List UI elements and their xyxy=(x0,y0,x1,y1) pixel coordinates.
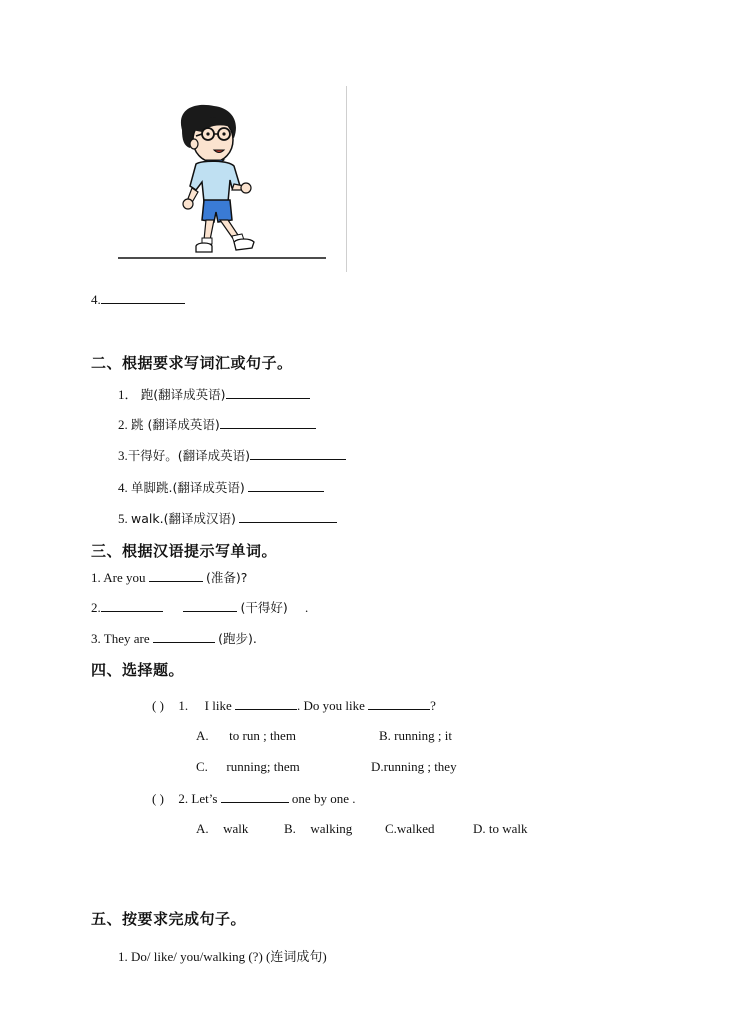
option-label: B. xyxy=(284,821,296,836)
option-label: A. xyxy=(196,728,209,743)
s4-q2-text-b: one by one . xyxy=(291,791,356,806)
s2-item-2-text: 跳 (翻译成英语) xyxy=(131,417,220,432)
s4-q1-text-a: I like xyxy=(204,698,232,713)
option-label: D. xyxy=(371,759,384,774)
s3-item-2-hint: (干得好) xyxy=(240,600,288,615)
s2-item-5-num: 5. xyxy=(118,511,128,526)
s3-item-3-num: 3. xyxy=(91,631,101,646)
s4-q2-option-d[interactable] xyxy=(473,821,528,837)
s4-q1-option-c[interactable] xyxy=(196,759,300,775)
s2-item-4-text: 单脚跳.(翻译成英语) xyxy=(131,480,245,495)
s2-item-3-text: 干得好。(翻译成英语) xyxy=(127,448,251,463)
s2-item-2 xyxy=(118,415,316,433)
s2-item-2-num: 2. xyxy=(118,417,128,432)
option-text: walked xyxy=(396,821,435,836)
s2-item-5-text: walk.(翻译成汉语) xyxy=(131,511,236,526)
section-4-title: 四、选择题。 xyxy=(91,661,185,679)
item-number: 4. xyxy=(91,292,101,307)
option-text: walk xyxy=(223,821,249,836)
s2-item-4-num: 4. xyxy=(118,480,128,495)
s4-q1-text-c: ? xyxy=(430,698,436,713)
s3-item-3-text: They are xyxy=(103,631,150,646)
answer-blank[interactable] xyxy=(101,291,185,304)
s4-q2-paren[interactable]: ( ) xyxy=(152,791,164,806)
s4-q1-option-b[interactable] xyxy=(379,728,452,744)
option-label: D. xyxy=(473,821,486,836)
s4-q1-blank-2[interactable] xyxy=(368,697,430,710)
s3-item-2-num: 2. xyxy=(91,600,101,615)
s3-item-1 xyxy=(91,568,247,586)
s2-item-2-blank[interactable] xyxy=(220,416,316,429)
s3-item-3-hint: (跑步). xyxy=(218,631,257,646)
answer-line-4 xyxy=(91,291,185,308)
s5-item-1-num: 1. xyxy=(118,949,128,964)
section-3-title: 三、根据汉语提示写单词。 xyxy=(91,542,278,560)
section-5-title: 五、按要求完成句子。 xyxy=(91,910,247,928)
walking-girl-image xyxy=(110,90,335,265)
option-label: C. xyxy=(196,759,208,774)
s3-item-2 xyxy=(91,598,308,616)
divider-line xyxy=(346,86,347,272)
s4-q2-blank[interactable] xyxy=(221,790,289,803)
s2-item-3-num: 3. xyxy=(118,448,128,463)
s4-q1-option-a[interactable] xyxy=(196,728,296,744)
s4-q1-paren[interactable]: ( ) xyxy=(152,698,164,713)
s4-q2-option-a[interactable] xyxy=(196,821,248,837)
s2-item-4 xyxy=(118,478,324,496)
s4-q2-text-a: Let’s xyxy=(191,791,218,806)
s3-item-3 xyxy=(91,629,257,647)
s4-q2-option-b[interactable] xyxy=(284,821,352,837)
s3-item-2-blank-2[interactable] xyxy=(183,599,237,612)
s4-q1-blank-1[interactable] xyxy=(235,697,297,710)
s2-item-4-blank[interactable] xyxy=(248,479,324,492)
s3-item-2-blank-1[interactable] xyxy=(101,599,163,612)
s2-item-1-text: 跑(翻译成英语) xyxy=(140,387,226,402)
option-label: B. xyxy=(379,728,391,743)
s2-item-1-blank[interactable] xyxy=(226,386,310,399)
s3-item-1-hint: (准备)? xyxy=(206,570,248,585)
s5-item-1 xyxy=(118,946,327,965)
s3-item-2-end: . xyxy=(305,600,309,615)
s3-item-1-blank[interactable] xyxy=(149,569,203,582)
s2-item-5-blank[interactable] xyxy=(239,510,337,523)
s3-item-1-num: 1. xyxy=(91,570,101,585)
s4-q2 xyxy=(152,790,355,807)
s5-item-1-text: Do/ like/ you/walking (?) (连词成句) xyxy=(131,949,327,964)
s4-q2-option-c[interactable] xyxy=(385,821,434,837)
option-text: to run ; them xyxy=(229,728,296,743)
s4-q1 xyxy=(152,697,436,714)
s2-item-1 xyxy=(118,384,310,403)
option-label: C. xyxy=(385,821,397,836)
option-text: running ; they xyxy=(383,759,457,774)
option-label: A. xyxy=(196,821,209,836)
option-text: to walk xyxy=(488,821,528,836)
option-text: running ; it xyxy=(394,728,452,743)
s2-item-1-num: 1． xyxy=(118,387,138,402)
option-text: walking xyxy=(310,821,353,836)
s4-q1-num: 1. xyxy=(178,698,189,713)
option-text: running; them xyxy=(226,759,300,774)
s2-item-3 xyxy=(118,446,346,464)
s3-item-3-blank[interactable] xyxy=(153,630,215,643)
s2-item-5 xyxy=(118,509,337,527)
s4-q1-option-d[interactable] xyxy=(371,759,457,775)
walking-girl-illustration xyxy=(110,90,335,265)
s3-item-1-text: Are you xyxy=(103,570,146,585)
s4-q2-num: 2. xyxy=(178,791,189,806)
s2-item-3-blank[interactable] xyxy=(250,447,346,460)
s4-q1-text-b: . Do you like xyxy=(297,698,365,713)
section-2-title: 二、根据要求写词汇或句子。 xyxy=(91,354,293,372)
